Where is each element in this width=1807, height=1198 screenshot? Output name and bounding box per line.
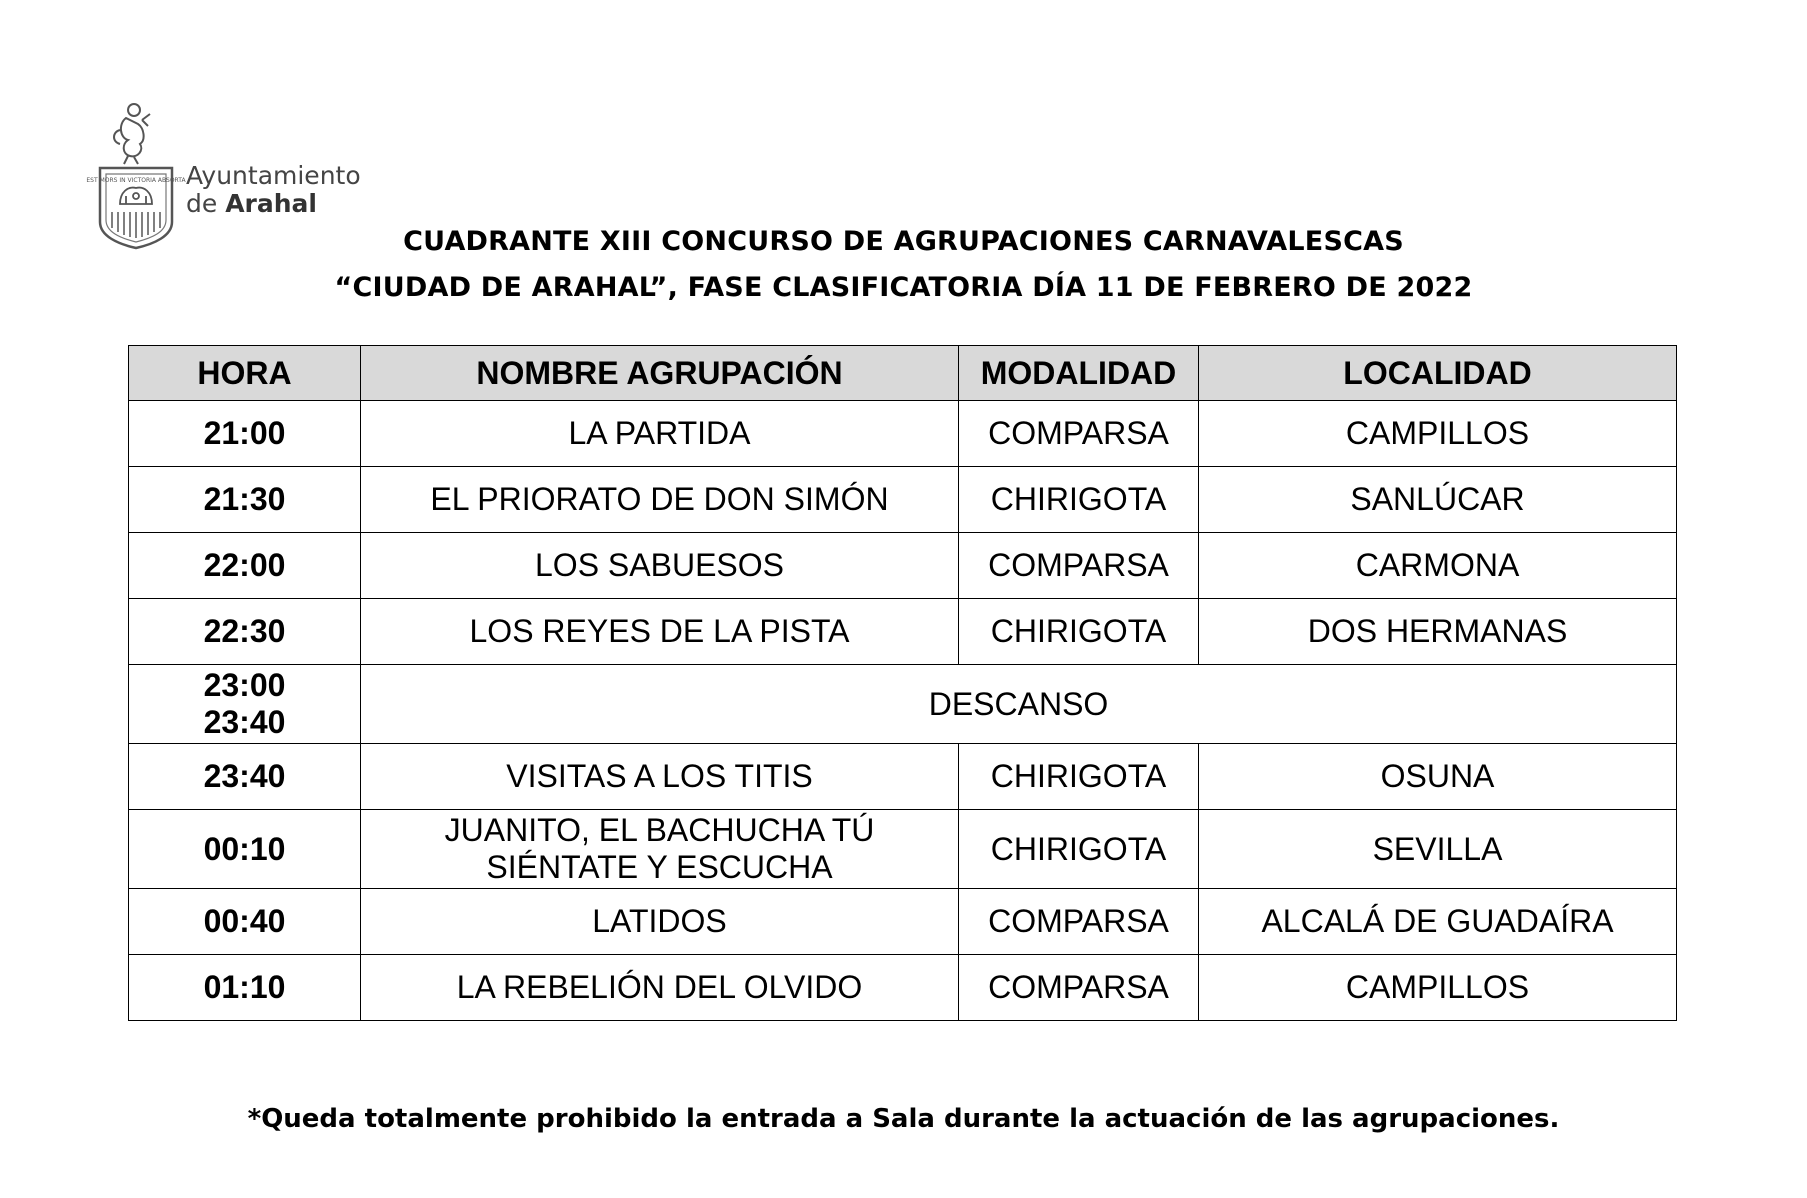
table-header-row bbox=[129, 346, 1677, 401]
cell-nombre-line1: JUANITO, EL BACHUCHA TÚ bbox=[444, 812, 875, 849]
table-row bbox=[129, 744, 1677, 810]
header-modalidad: MODALIDAD bbox=[959, 346, 1199, 401]
break-start-time: 23:00 bbox=[203, 667, 286, 704]
cell-nombre: LA PARTIDA bbox=[361, 401, 959, 467]
cell-nombre-line2: SIÉNTATE Y ESCUCHA bbox=[486, 849, 833, 885]
schedule-table bbox=[128, 345, 1677, 1021]
header-localidad: LOCALIDAD bbox=[1199, 346, 1677, 401]
table-row bbox=[129, 401, 1677, 467]
cell-localidad: ALCALÁ DE GUADAÍRA bbox=[1199, 889, 1677, 955]
cell-hora: 21:00 bbox=[129, 401, 361, 467]
table-row bbox=[129, 599, 1677, 665]
logo-line-arahal bbox=[186, 190, 361, 218]
break-end-time: 23:40 bbox=[203, 704, 286, 740]
table-row bbox=[129, 889, 1677, 955]
cell-modalidad: CHIRIGOTA bbox=[959, 467, 1199, 533]
cell-hora: 00:10 bbox=[129, 810, 361, 889]
cell-localidad: SEVILLA bbox=[1199, 810, 1677, 889]
footer-note: *Queda totalmente prohibido la entrada a Sala durante la actuación de las agrupaciones. bbox=[247, 1104, 1560, 1134]
header-nombre-agrupacion: NOMBRE AGRUPACIÓN bbox=[361, 346, 959, 401]
logo-line-ayuntamiento: Ayuntamiento bbox=[186, 161, 361, 190]
cell-hora: 22:00 bbox=[129, 533, 361, 599]
cell-modalidad: COMPARSA bbox=[959, 533, 1199, 599]
cell-localidad: OSUNA bbox=[1199, 744, 1677, 810]
document-title-line2: “CIUDAD DE ARAHAL”, FASE CLASIFICATORIA DÍA 11 DE FEBRERO DE 2022 bbox=[334, 272, 1473, 303]
cell-localidad: CAMPILLOS bbox=[1199, 401, 1677, 467]
cell-descanso: DESCANSO bbox=[361, 665, 1677, 744]
cell-modalidad: COMPARSA bbox=[959, 889, 1199, 955]
cell-localidad: CAMPILLOS bbox=[1199, 955, 1677, 1021]
table-row bbox=[129, 533, 1677, 599]
cell-nombre: LOS REYES DE LA PISTA bbox=[361, 599, 959, 665]
header-hora: HORA bbox=[129, 346, 361, 401]
cell-nombre: LOS SABUESOS bbox=[361, 533, 959, 599]
cell-nombre: LA REBELIÓN DEL OLVIDO bbox=[361, 955, 959, 1021]
cell-nombre bbox=[361, 810, 959, 889]
cell-localidad: DOS HERMANAS bbox=[1199, 599, 1677, 665]
cell-modalidad: COMPARSA bbox=[959, 401, 1199, 467]
cell-nombre: EL PRIORATO DE DON SIMÓN bbox=[361, 467, 959, 533]
cell-hora-break bbox=[129, 665, 361, 744]
logo-prefix: de bbox=[186, 189, 218, 218]
table-row bbox=[129, 810, 1677, 889]
cell-localidad: CARMONA bbox=[1199, 533, 1677, 599]
seal-text: EST MORS IN VICTORIA ABSORTA bbox=[86, 177, 186, 184]
cell-modalidad: COMPARSA bbox=[959, 955, 1199, 1021]
table-row bbox=[129, 467, 1677, 533]
logo-town-name: Arahal bbox=[225, 189, 317, 218]
table-row bbox=[129, 955, 1677, 1021]
cell-modalidad: CHIRIGOTA bbox=[959, 599, 1199, 665]
cell-nombre: VISITAS A LOS TITIS bbox=[361, 744, 959, 810]
logo-text bbox=[186, 162, 361, 218]
cell-hora: 01:10 bbox=[129, 955, 361, 1021]
cell-modalidad: CHIRIGOTA bbox=[959, 744, 1199, 810]
cell-localidad: SANLÚCAR bbox=[1199, 467, 1677, 533]
cell-hora: 21:30 bbox=[129, 467, 361, 533]
document-title-line1: CUADRANTE XIII CONCURSO DE AGRUPACIONES CARNAVALESCAS bbox=[403, 226, 1404, 257]
cell-hora: 22:30 bbox=[129, 599, 361, 665]
cell-hora: 00:40 bbox=[129, 889, 361, 955]
cell-nombre: LATIDOS bbox=[361, 889, 959, 955]
break-row bbox=[129, 665, 1677, 744]
cell-hora: 23:40 bbox=[129, 744, 361, 810]
cell-modalidad: CHIRIGOTA bbox=[959, 810, 1199, 889]
